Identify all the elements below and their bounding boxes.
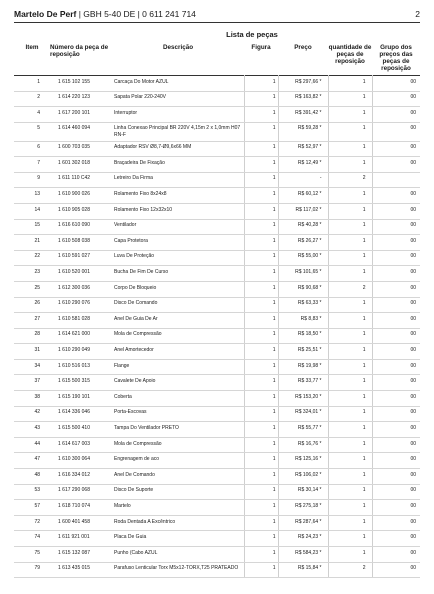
cell-price-group: 00	[372, 437, 420, 453]
cell-item: 37	[14, 375, 50, 391]
cell-price-group	[372, 172, 420, 188]
cell-price: R$ 584,23 *	[278, 547, 328, 563]
cell-figure: 1	[244, 266, 278, 282]
cell-price: R$ 8,83 *	[278, 313, 328, 329]
cell-price-group: 00	[372, 281, 420, 297]
table-row	[14, 344, 420, 360]
table-body	[14, 76, 420, 578]
cell-item: 34	[14, 359, 50, 375]
table-row	[14, 453, 420, 469]
cell-part-number: 1 610 516 013	[50, 359, 112, 375]
table-row	[14, 235, 420, 251]
cell-figure: 1	[244, 203, 278, 219]
cell-quantity: 1	[328, 500, 372, 516]
cell-quantity: 1	[328, 391, 372, 407]
cell-item: 21	[14, 235, 50, 251]
title-product: Martelo De Perf	[14, 9, 77, 19]
table-row	[14, 531, 420, 547]
page-header	[14, 6, 420, 22]
cell-description: Anel De Guia De Ar	[112, 313, 244, 329]
cell-description: Porta-Escovas	[112, 406, 244, 422]
cell-price-group: 00	[372, 235, 420, 251]
cell-quantity: 1	[328, 250, 372, 266]
cell-quantity: 1	[328, 422, 372, 438]
cell-price: R$ 25,51 *	[278, 344, 328, 360]
cell-item: 5	[14, 122, 50, 141]
cell-part-number: 1 610 290 049	[50, 344, 112, 360]
cell-part-number: 1 615 132 087	[50, 547, 112, 563]
cell-item: 74	[14, 531, 50, 547]
table-row	[14, 328, 420, 344]
cell-quantity: 2	[328, 562, 372, 578]
cell-figure: 1	[244, 359, 278, 375]
cell-price-group: 00	[372, 391, 420, 407]
cell-quantity: 2	[328, 172, 372, 188]
table-row	[14, 547, 420, 563]
col-header-figure: Figura	[251, 44, 271, 51]
cell-quantity: 1	[328, 91, 372, 107]
cell-quantity: 1	[328, 328, 372, 344]
cell-quantity: 1	[328, 531, 372, 547]
cell-item: 9	[14, 172, 50, 188]
table-row	[14, 219, 420, 235]
cell-figure: 1	[244, 297, 278, 313]
col-header-price-group: Grupo dos preços das peças de reposição	[379, 44, 413, 72]
cell-price-group: 00	[372, 562, 420, 578]
cell-price-group: 00	[372, 328, 420, 344]
parts-table	[14, 44, 420, 578]
cell-description: Anel De Comando	[112, 469, 244, 485]
cell-description: Engrenagem de aco	[112, 453, 244, 469]
header-rule	[14, 22, 420, 23]
cell-item: 6	[14, 141, 50, 157]
cell-price-group: 00	[372, 422, 420, 438]
cell-item: 22	[14, 250, 50, 266]
cell-price-group: 00	[372, 469, 420, 485]
cell-description: Disco De Comando	[112, 297, 244, 313]
cell-figure: 1	[244, 188, 278, 204]
cell-part-number: 1 610 508 038	[50, 235, 112, 251]
cell-part-number: 1 610 591 027	[50, 250, 112, 266]
cell-part-number: 1 610 900 026	[50, 188, 112, 204]
cell-description: Braçadeira De Fixação	[112, 157, 244, 173]
cell-quantity: 1	[328, 76, 372, 92]
cell-description: Martelo	[112, 500, 244, 516]
table-row	[14, 422, 420, 438]
table-row	[14, 500, 420, 516]
cell-part-number: 1 600 401 458	[50, 515, 112, 531]
cell-price: R$ 40,28 *	[278, 219, 328, 235]
cell-price-group: 00	[372, 500, 420, 516]
cell-description: Corpo De Bloqueio	[112, 281, 244, 297]
table-row	[14, 250, 420, 266]
cell-quantity: 1	[328, 375, 372, 391]
cell-item: 38	[14, 391, 50, 407]
cell-item: 48	[14, 469, 50, 485]
cell-figure: 1	[244, 122, 278, 141]
cell-figure: 1	[244, 141, 278, 157]
cell-description: Mola de Compressão	[112, 437, 244, 453]
table-row	[14, 91, 420, 107]
cell-price-group: 00	[372, 188, 420, 204]
cell-description: Ventilador	[112, 219, 244, 235]
cell-price: R$ 18,50 *	[278, 328, 328, 344]
table-row	[14, 484, 420, 500]
cell-item: 72	[14, 515, 50, 531]
cell-quantity: 1	[328, 107, 372, 123]
cell-description: Luva De Proteção	[112, 250, 244, 266]
cell-description: Anel Amortecedor	[112, 344, 244, 360]
cell-figure: 1	[244, 437, 278, 453]
cell-price: R$ 30,14 *	[278, 484, 328, 500]
cell-item: 31	[14, 344, 50, 360]
cell-price: R$ 324,01 *	[278, 406, 328, 422]
cell-quantity: 1	[328, 359, 372, 375]
table-row	[14, 359, 420, 375]
cell-item: 1	[14, 76, 50, 92]
cell-item: 57	[14, 500, 50, 516]
cell-figure: 1	[244, 531, 278, 547]
list-title: Lista de peças	[226, 30, 278, 39]
cell-quantity: 1	[328, 203, 372, 219]
cell-figure: 1	[244, 515, 278, 531]
table-row	[14, 172, 420, 188]
cell-price-group: 00	[372, 122, 420, 141]
cell-price-group: 00	[372, 484, 420, 500]
cell-part-number: 1 616 610 090	[50, 219, 112, 235]
cell-description: Carcaça Do Motor AZUL	[112, 76, 244, 92]
cell-figure: 1	[244, 281, 278, 297]
cell-description: Linha Conexao Principal BR 220V 4,15m 2 x 1,0mm H07 RN-F	[112, 122, 244, 141]
table-row	[14, 203, 420, 219]
cell-figure: 1	[244, 76, 278, 92]
cell-figure: 1	[244, 91, 278, 107]
cell-price-group: 00	[372, 76, 420, 92]
cell-price-group: 00	[372, 531, 420, 547]
cell-price-group: 00	[372, 157, 420, 173]
cell-price-group: 00	[372, 406, 420, 422]
page-number: 2	[415, 9, 420, 19]
cell-price: R$ 391,42 *	[278, 107, 328, 123]
cell-quantity: 1	[328, 235, 372, 251]
cell-description: Coberta	[112, 391, 244, 407]
cell-description: Mola de Compressão	[112, 328, 244, 344]
cell-price: R$ 117,02 *	[278, 203, 328, 219]
cell-price: R$ 163,82 *	[278, 91, 328, 107]
cell-quantity: 1	[328, 219, 372, 235]
cell-price-group: 00	[372, 266, 420, 282]
cell-quantity: 2	[328, 281, 372, 297]
cell-price: -	[278, 172, 328, 188]
cell-figure: 1	[244, 453, 278, 469]
cell-description: Punho (Cabo AZUL	[112, 547, 244, 563]
table-row	[14, 157, 420, 173]
table-row	[14, 76, 420, 92]
cell-price: R$ 287,64 *	[278, 515, 328, 531]
cell-description: Disco De Suporte	[112, 484, 244, 500]
cell-part-number: 1 610 581 028	[50, 313, 112, 329]
cell-part-number: 1 600 703 035	[50, 141, 112, 157]
cell-price-group: 00	[372, 453, 420, 469]
cell-figure: 1	[244, 375, 278, 391]
cell-item: 42	[14, 406, 50, 422]
cell-part-number: 1 615 500 315	[50, 375, 112, 391]
cell-price-group: 00	[372, 547, 420, 563]
cell-figure: 1	[244, 562, 278, 578]
cell-price: R$ 106,02 *	[278, 469, 328, 485]
cell-description: Rolamento Fixo 12x32x10	[112, 203, 244, 219]
cell-item: 25	[14, 281, 50, 297]
cell-description: Parafuso Lenticular Torx M5x12-TORX,T25 PRATEADO	[112, 562, 244, 578]
cell-item: 15	[14, 219, 50, 235]
cell-figure: 1	[244, 157, 278, 173]
cell-price: R$ 125,16 *	[278, 453, 328, 469]
cell-price: R$ 297,66 *	[278, 76, 328, 92]
cell-part-number: 1 612 300 036	[50, 281, 112, 297]
table-row	[14, 107, 420, 123]
cell-item: 43	[14, 422, 50, 438]
cell-price: R$ 59,28 *	[278, 122, 328, 141]
cell-quantity: 1	[328, 344, 372, 360]
cell-figure: 1	[244, 469, 278, 485]
cell-price: R$ 90,68 *	[278, 281, 328, 297]
cell-part-number: 1 610 905 028	[50, 203, 112, 219]
cell-price: R$ 26,27 *	[278, 235, 328, 251]
cell-figure: 1	[244, 344, 278, 360]
cell-description: Interruptor	[112, 107, 244, 123]
cell-price: R$ 55,00 *	[278, 250, 328, 266]
cell-figure: 1	[244, 235, 278, 251]
cell-price: R$ 19,98 *	[278, 359, 328, 375]
cell-item: 4	[14, 107, 50, 123]
cell-quantity: 1	[328, 547, 372, 563]
col-header-description: Descrição	[162, 44, 194, 51]
cell-description: Sapata Polar 220-240V	[112, 91, 244, 107]
title-model: | GBH 5-40 DE | 0 611 241 714	[76, 9, 196, 19]
cell-price: R$ 52,97 *	[278, 141, 328, 157]
col-header-price: Preço	[294, 44, 312, 51]
cell-part-number: 1 617 200 101	[50, 107, 112, 123]
cell-figure: 1	[244, 172, 278, 188]
table-row	[14, 266, 420, 282]
cell-quantity: 1	[328, 484, 372, 500]
cell-part-number: 1 617 290 068	[50, 484, 112, 500]
cell-figure: 1	[244, 219, 278, 235]
table-row	[14, 469, 420, 485]
cell-price-group: 00	[372, 91, 420, 107]
cell-quantity: 1	[328, 141, 372, 157]
table-row	[14, 391, 420, 407]
cell-quantity: 1	[328, 122, 372, 141]
document-title	[14, 9, 196, 19]
cell-item: 23	[14, 266, 50, 282]
cell-figure: 1	[244, 406, 278, 422]
cell-figure: 1	[244, 500, 278, 516]
cell-price: R$ 24,23 *	[278, 531, 328, 547]
cell-figure: 1	[244, 107, 278, 123]
cell-item: 28	[14, 328, 50, 344]
cell-quantity: 1	[328, 406, 372, 422]
cell-part-number: 1 610 520 001	[50, 266, 112, 282]
cell-figure: 1	[244, 547, 278, 563]
cell-price: R$ 16,76 *	[278, 437, 328, 453]
cell-description: Flange	[112, 359, 244, 375]
cell-price-group: 00	[372, 515, 420, 531]
cell-item: 14	[14, 203, 50, 219]
cell-price-group: 00	[372, 313, 420, 329]
cell-part-number: 1 615 500 410	[50, 422, 112, 438]
cell-part-number: 1 614 336 046	[50, 406, 112, 422]
cell-part-number: 1 613 435 015	[50, 562, 112, 578]
cell-quantity: 1	[328, 437, 372, 453]
col-header-quantity: quantidade de peças de reposição	[328, 44, 372, 65]
cell-part-number: 1 615 190 101	[50, 391, 112, 407]
cell-price: R$ 33,77 *	[278, 375, 328, 391]
table-row	[14, 188, 420, 204]
cell-description: Capa Protetora	[112, 235, 244, 251]
cell-price: R$ 275,18 *	[278, 500, 328, 516]
cell-item: 2	[14, 91, 50, 107]
table-row	[14, 375, 420, 391]
cell-description: Bucha De Fim De Curso	[112, 266, 244, 282]
cell-part-number: 1 614 617 003	[50, 437, 112, 453]
cell-quantity: 1	[328, 157, 372, 173]
cell-quantity: 1	[328, 469, 372, 485]
cell-price: R$ 60,12 *	[278, 188, 328, 204]
cell-quantity: 1	[328, 266, 372, 282]
cell-description: Adaptador RSV Ø8,7-Ø9,6x66 MM	[112, 141, 244, 157]
cell-description: Placa De Guia	[112, 531, 244, 547]
cell-price-group: 00	[372, 250, 420, 266]
cell-price-group: 00	[372, 297, 420, 313]
cell-item: 47	[14, 453, 50, 469]
cell-part-number: 1 611 110 C42	[50, 172, 112, 188]
cell-figure: 1	[244, 391, 278, 407]
cell-item: 26	[14, 297, 50, 313]
cell-part-number: 1 614 220 123	[50, 91, 112, 107]
cell-figure: 1	[244, 484, 278, 500]
cell-item: 79	[14, 562, 50, 578]
cell-item: 75	[14, 547, 50, 563]
cell-description: Cavalete De Apoio	[112, 375, 244, 391]
cell-price: R$ 55,77 *	[278, 422, 328, 438]
cell-price-group: 00	[372, 203, 420, 219]
cell-price: R$ 101,65 *	[278, 266, 328, 282]
cell-item: 27	[14, 313, 50, 329]
cell-item: 53	[14, 484, 50, 500]
cell-figure: 1	[244, 313, 278, 329]
cell-price: R$ 153,20 *	[278, 391, 328, 407]
cell-description: Rolamento Fixo 8x24x8	[112, 188, 244, 204]
table-row	[14, 141, 420, 157]
cell-item: 7	[14, 157, 50, 173]
col-header-part-number: Número da peça de reposição	[50, 44, 109, 58]
cell-part-number: 1 618 710 074	[50, 500, 112, 516]
cell-price: R$ 12,49 *	[278, 157, 328, 173]
table-row	[14, 313, 420, 329]
cell-figure: 1	[244, 422, 278, 438]
table-row	[14, 437, 420, 453]
cell-part-number: 1 615 102 155	[50, 76, 112, 92]
cell-part-number: 1 616 334 012	[50, 469, 112, 485]
cell-part-number: 1 610 300 064	[50, 453, 112, 469]
col-header-item: Item	[25, 44, 39, 51]
cell-description: Roda Dentada A Excêntrico	[112, 515, 244, 531]
cell-quantity: 1	[328, 188, 372, 204]
cell-quantity: 1	[328, 313, 372, 329]
cell-quantity: 1	[328, 297, 372, 313]
cell-price-group: 00	[372, 219, 420, 235]
cell-price-group: 00	[372, 375, 420, 391]
table-row	[14, 515, 420, 531]
table-row	[14, 406, 420, 422]
cell-price-group: 00	[372, 359, 420, 375]
table-row	[14, 281, 420, 297]
cell-item: 44	[14, 437, 50, 453]
cell-part-number: 1 601 302 018	[50, 157, 112, 173]
cell-part-number: 1 614 621 000	[50, 328, 112, 344]
cell-description: Tampa Do Ventilador PRETO	[112, 422, 244, 438]
table-header-row	[14, 44, 420, 76]
cell-price-group: 00	[372, 107, 420, 123]
cell-figure: 1	[244, 250, 278, 266]
cell-price: R$ 63,33 *	[278, 297, 328, 313]
table-row	[14, 122, 420, 141]
table-row	[14, 297, 420, 313]
cell-part-number: 1 614 460 094	[50, 122, 112, 141]
cell-item: 13	[14, 188, 50, 204]
cell-price-group: 00	[372, 141, 420, 157]
cell-quantity: 1	[328, 453, 372, 469]
table-row	[14, 562, 420, 578]
cell-figure: 1	[244, 328, 278, 344]
cell-price-group: 00	[372, 344, 420, 360]
cell-price: R$ 15,84 *	[278, 562, 328, 578]
cell-part-number: 1 610 290 076	[50, 297, 112, 313]
cell-description: Letreiro Da Firma	[112, 172, 244, 188]
cell-part-number: 1 611 921 001	[50, 531, 112, 547]
cell-quantity: 1	[328, 515, 372, 531]
